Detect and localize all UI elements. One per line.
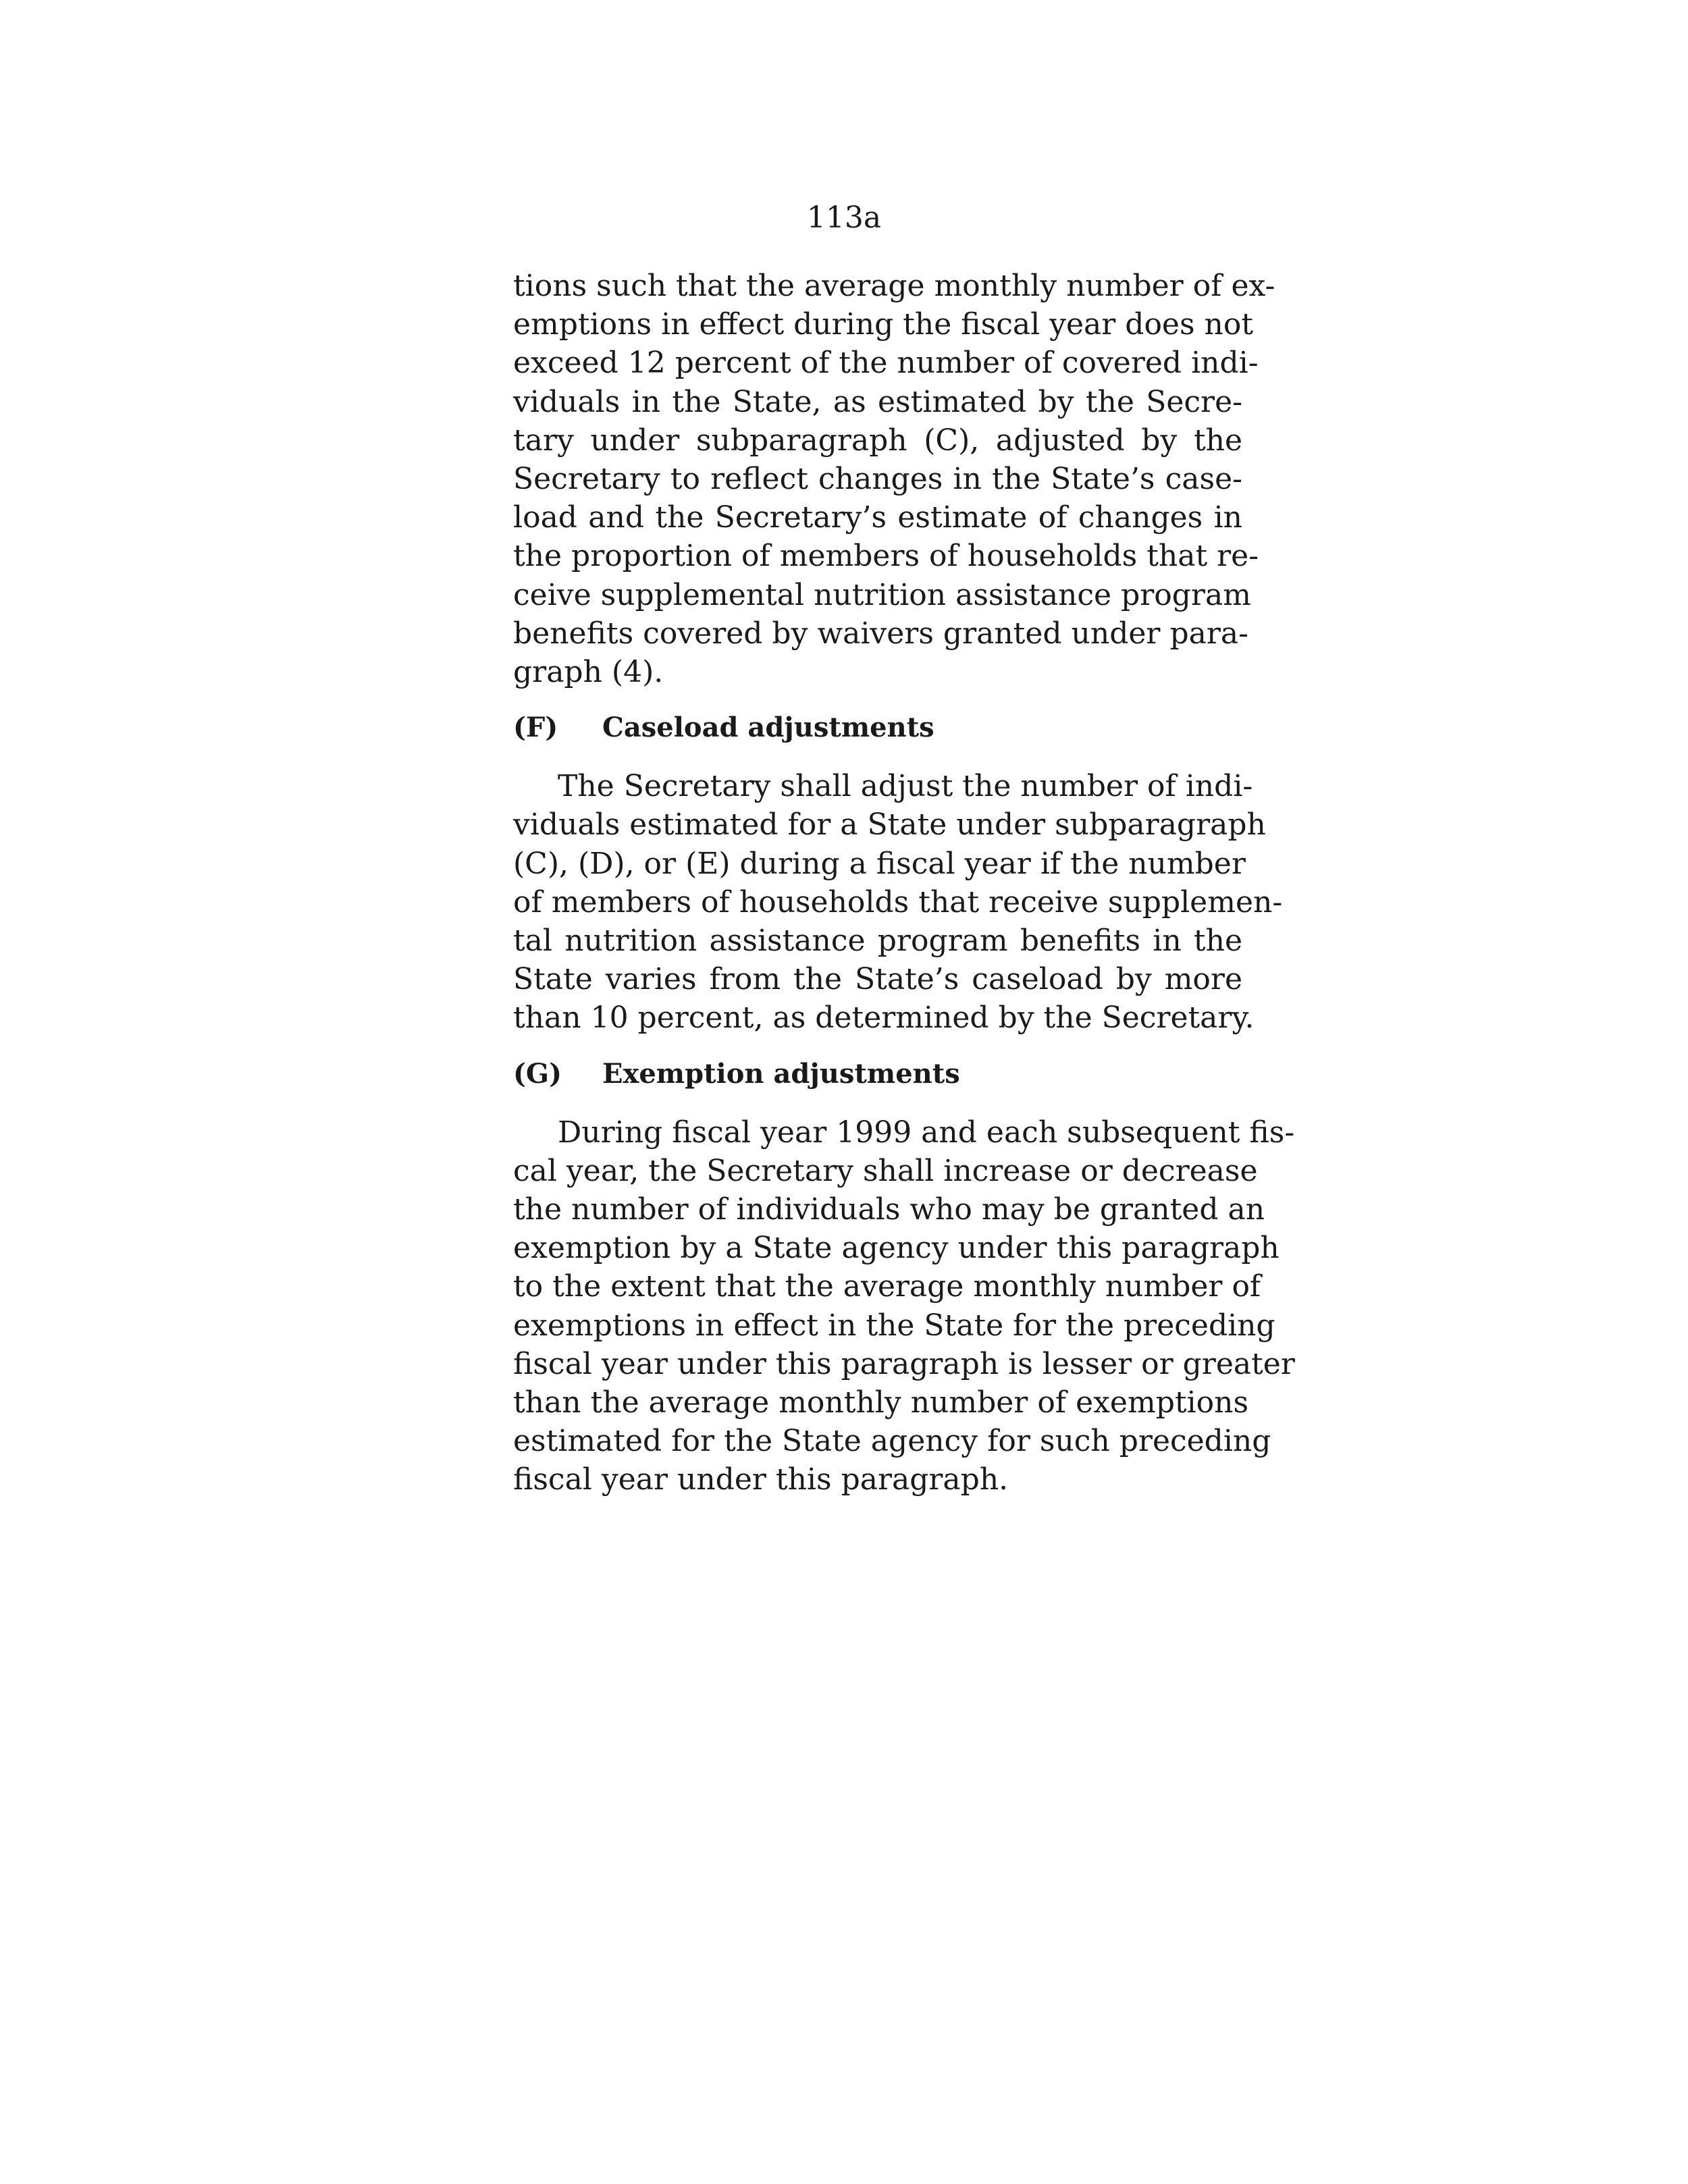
section-title: Caseload adjustments <box>602 712 934 744</box>
text-line: the proportion of members of households that re- <box>513 539 1259 574</box>
text-line: fiscal year under this paragraph. <box>513 1462 1009 1497</box>
section-heading-g <box>513 1057 1242 1092</box>
text-line: emptions in effect during the fiscal year does not <box>513 307 1254 342</box>
section-title: Exemption adjustments <box>602 1057 960 1090</box>
text-line: fiscal year under this paragraph is lesser or greater <box>513 1346 1295 1381</box>
text-line: the number of individuals who may be granted an <box>513 1192 1265 1227</box>
document-body <box>513 267 1295 1499</box>
text-line: The Secretary shall adjust the number of indi- <box>558 769 1253 804</box>
text-line: Secretary to reflect changes in the State’s case- <box>513 462 1242 497</box>
text-line: viduals estimated for a State under subparagraph <box>513 807 1266 843</box>
text-line: viduals in the State, as estimated by the Secre- <box>513 384 1242 419</box>
text-line: tary under subparagraph (C), adjusted by the <box>513 423 1242 458</box>
text-line: (C), (D), or (E) during a fiscal year if the number <box>513 846 1246 881</box>
section-label: (F) <box>513 712 558 744</box>
text-line: benefits covered by waivers granted under para- <box>513 616 1248 651</box>
paragraph-continuation <box>513 267 1275 691</box>
text-line: exemptions in effect in the State for the preceding <box>513 1308 1275 1343</box>
section-heading-f <box>513 710 1242 745</box>
text-line: than 10 percent, as determined by the Secretary. <box>513 1001 1255 1036</box>
page-number: 113a <box>806 201 882 235</box>
paragraph-exemption-adjustments <box>513 1113 1295 1499</box>
text-line: graph (4). <box>513 655 664 690</box>
text-line: of members of households that receive supplemen- <box>513 884 1283 920</box>
text-line: exemption by a State agency under this paragraph <box>513 1231 1280 1266</box>
text-line: load and the Secretary’s estimate of changes in <box>513 500 1242 535</box>
paragraph-caseload-adjustments <box>513 767 1283 1037</box>
text-line: State varies from the State’s caseload by more <box>513 962 1242 997</box>
section-label: (G) <box>513 1057 562 1090</box>
text-line: tions such that the average monthly number of ex- <box>513 269 1275 303</box>
text-line: tal nutrition assistance program benefits in the <box>513 924 1242 959</box>
text-line: estimated for the State agency for such preceding <box>513 1424 1271 1459</box>
text-line: ceive supplemental nutrition assistance program <box>513 577 1251 612</box>
text-line: cal year, the Secretary shall increase or decrease <box>513 1153 1258 1188</box>
text-line: than the average monthly number of exemptions <box>513 1385 1249 1420</box>
text-line: exceed 12 percent of the number of covered indi- <box>513 346 1259 381</box>
text-line: During fiscal year 1999 and each subsequent fis- <box>558 1115 1295 1150</box>
text-line: to the extent that the average monthly number of <box>513 1269 1261 1304</box>
